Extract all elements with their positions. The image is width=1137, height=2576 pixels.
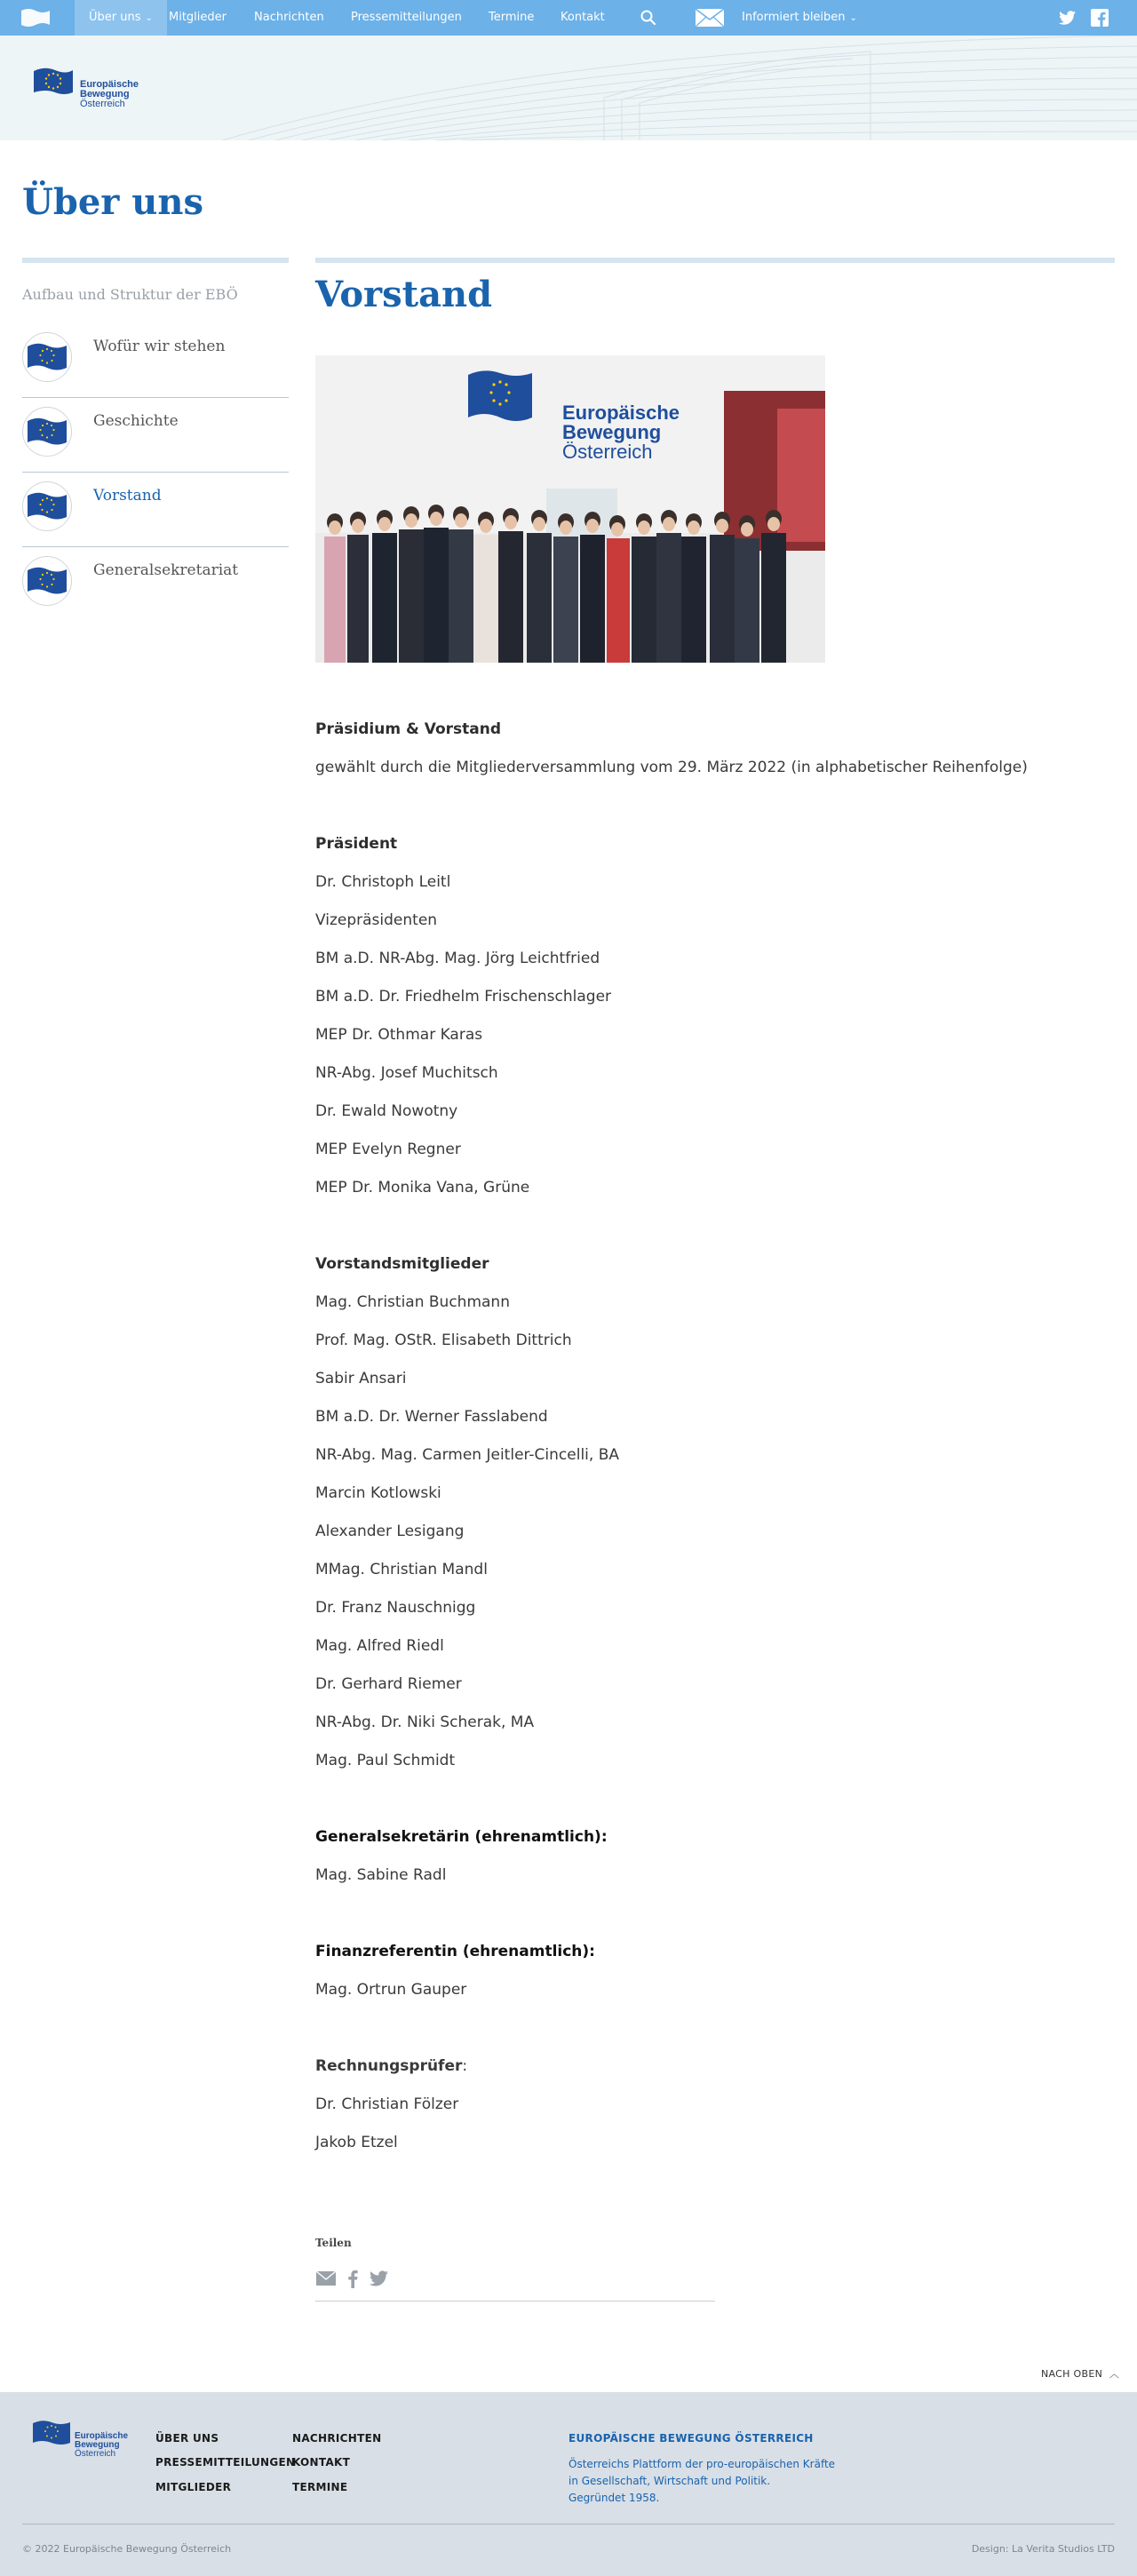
nav-item-termine[interactable]: Termine — [489, 11, 535, 24]
footer-description-line: in Gesellschaft, Wirtschaft und Politik. — [568, 2475, 771, 2487]
chevron-down-icon: ⌄ — [145, 13, 153, 23]
heading-finanzreferentin: Finanzreferentin (ehrenamtlich): — [315, 1943, 595, 1960]
sidebar-item-geschichte[interactable] — [22, 398, 289, 473]
twitter-icon — [1059, 10, 1077, 26]
logo-line: Bewegung — [80, 89, 130, 99]
chevron-up-icon: ︿ — [1109, 2368, 1120, 2380]
eu-flag-icon — [22, 332, 72, 382]
sidebar-item-generalsekretariat[interactable] — [22, 547, 289, 622]
board-member-name: Alexander Lesigang — [315, 1523, 465, 1540]
board-listing — [315, 720, 1115, 2172]
footer-description — [568, 2456, 835, 2507]
footer-logo-text[interactable] — [75, 2432, 128, 2459]
logo-line: Österreich — [80, 99, 125, 109]
footer-link-nachrichten[interactable]: NACHRICHTEN — [292, 2432, 382, 2445]
spacer — [315, 797, 1115, 835]
header-banner — [0, 36, 1137, 140]
top-navigation — [0, 0, 1137, 36]
vice-president-name: MEP Dr. Othmar Karas — [315, 1026, 483, 1044]
logo-line: Europäische — [80, 79, 139, 90]
chevron-down-icon: ⌄ — [849, 13, 857, 23]
logo-line: Österreich — [75, 2449, 116, 2459]
section-title: Vorstand — [315, 274, 493, 315]
heading-generalsekretaerin: Generalsekretärin (ehrenamtlich): — [315, 1828, 608, 1846]
board-member-name: MMag. Christian Mandl — [315, 1561, 488, 1578]
board-member-name: NR-Abg. Dr. Niki Scherak, MA — [315, 1713, 535, 1731]
auditor-name: Jakob Etzel — [315, 2134, 398, 2151]
main-divider — [315, 258, 1115, 263]
search-button[interactable] — [640, 0, 657, 36]
vice-president-name: MEP Evelyn Regner — [315, 1141, 461, 1158]
auditor-name: Dr. Christian Fölzer — [315, 2095, 459, 2113]
back-to-top-link[interactable] — [1041, 2366, 1119, 2381]
board-member-name: Mag. Christian Buchmann — [315, 1293, 510, 1311]
mail-icon[interactable] — [315, 2270, 337, 2286]
footer-description-line: Gegründet 1958. — [568, 2492, 660, 2504]
footer-link-termine[interactable]: TERMINE — [292, 2481, 348, 2493]
heading-vorstandsmitglieder: Vorstandsmitglieder — [315, 1255, 489, 1273]
intro-text: gewählt durch die Mitgliederversammlung vom 29. März 2022 (in alphabetischer Reihenfolge) — [315, 759, 1028, 776]
facebook-icon[interactable] — [347, 2269, 358, 2288]
site-footer — [0, 2392, 1137, 2576]
eu-flag-icon — [22, 556, 72, 606]
sidebar-item-label: Generalsekretariat — [93, 561, 239, 579]
sidebar-item-label: Vorstand — [93, 487, 162, 505]
board-member-name: NR-Abg. Mag. Carmen Jeitler-Cincelli, BA — [315, 1446, 620, 1464]
vice-president-name: Dr. Ewald Nowotny — [315, 1102, 458, 1120]
board-group-photo — [315, 355, 825, 663]
spacer — [315, 1790, 1115, 1828]
board-member-name: Prof. Mag. OStR. Elisabeth Dittrich — [315, 1332, 572, 1349]
share-divider — [315, 2301, 715, 2302]
photo-banner-line: Europäische — [562, 402, 680, 424]
share-label: Teilen — [315, 2237, 352, 2249]
footer-link-ueber-uns[interactable]: ÜBER UNS — [155, 2432, 219, 2445]
logo-line: Europäische — [75, 2431, 129, 2441]
twitter-link[interactable] — [1059, 0, 1077, 36]
photo-banner-line: Österreich — [562, 441, 653, 463]
logo-line: Bewegung — [75, 2440, 120, 2450]
photo-banner-text — [562, 403, 680, 462]
nav-item-nachrichten[interactable]: Nachrichten — [254, 11, 324, 24]
footer-link-kontakt[interactable]: KONTAKT — [292, 2456, 351, 2469]
eu-flag-icon — [22, 407, 72, 457]
board-member-name: Marcin Kotlowski — [315, 1484, 441, 1502]
vice-president-name: BM a.D. NR-Abg. Mag. Jörg Leichtfried — [315, 950, 600, 967]
sidebar-item-vorstand[interactable] — [22, 473, 289, 547]
footer-copyright: © 2022 Europäische Bewegung Österreich — [22, 2543, 232, 2555]
vice-president-name: BM a.D. Dr. Friedhelm Frischenschlager — [315, 988, 612, 1006]
board-member-name: Mag. Alfred Riedl — [315, 1637, 444, 1655]
nav-item-label: Über uns — [89, 11, 141, 24]
nav-item-kontakt[interactable]: Kontakt — [561, 11, 605, 24]
spacer — [315, 2019, 1115, 2057]
site-logo-text[interactable] — [80, 80, 139, 109]
sidebar-item-label: Wofür wir stehen — [93, 338, 226, 355]
page-title: Über uns — [22, 181, 203, 223]
board-member-name: Mag. Paul Schmidt — [315, 1752, 456, 1769]
newsletter-mail-button[interactable] — [695, 0, 725, 36]
newsletter-dropdown[interactable] — [742, 0, 857, 36]
heading-rechnungspruefer-label: Rechnungsprüfer — [315, 2057, 463, 2075]
board-member-name: BM a.D. Dr. Werner Fasslabend — [315, 1408, 548, 1426]
footer-logo-flag[interactable] — [32, 2419, 71, 2447]
back-to-top-label: NACH OBEN — [1041, 2368, 1103, 2380]
nav-item-pressemitteilungen[interactable]: Pressemitteilungen — [351, 11, 462, 24]
search-icon — [640, 9, 657, 27]
heading-praesident: Präsident — [315, 835, 398, 853]
sidebar-item-label: Geschichte — [93, 412, 179, 430]
newsletter-label: Informiert bleiben — [742, 11, 846, 24]
board-member-name: Sabir Ansari — [315, 1370, 407, 1387]
eu-flag-icon — [22, 481, 72, 531]
footer-link-mitglieder[interactable]: MITGLIEDER — [155, 2481, 232, 2493]
facebook-link[interactable] — [1091, 0, 1109, 36]
president-name: Dr. Christoph Leitl — [315, 873, 451, 891]
board-member-name: Dr. Franz Nauschnigg — [315, 1599, 476, 1617]
vice-president-name: NR-Abg. Josef Muchitsch — [315, 1064, 498, 1082]
finance-name: Mag. Ortrun Gauper — [315, 1981, 467, 1999]
secgen-name: Mag. Sabine Radl — [315, 1866, 447, 1884]
nav-item-mitglieder[interactable]: Mitglieder — [169, 11, 227, 24]
sidebar-divider — [22, 258, 289, 263]
footer-design-credit[interactable]: Design: La Verita Studios LTD — [971, 2543, 1115, 2555]
heading-colon: : — [462, 2057, 468, 2075]
vice-president-name: MEP Dr. Monika Vana, Grüne — [315, 1179, 530, 1197]
mail-icon — [695, 7, 725, 28]
share-buttons — [315, 2269, 390, 2288]
twitter-icon[interactable] — [369, 2270, 390, 2287]
spacer — [315, 1217, 1115, 1255]
vice-presidents-label: Vizepräsidenten — [315, 911, 438, 929]
sidebar-item-wofuer-wir-stehen[interactable] — [22, 323, 289, 398]
footer-link-pressemitteilungen[interactable]: PRESSEMITTEILUNGEN — [155, 2456, 296, 2469]
footer-description-line: Österreichs Plattform der pro-europäischen Kräfte — [568, 2458, 836, 2470]
facebook-icon — [1091, 9, 1109, 27]
decorative-arches — [0, 36, 1137, 140]
heading-praesidium: Präsidium & Vorstand — [315, 720, 502, 738]
home-flag-icon[interactable] — [20, 7, 52, 28]
sidebar-heading: Aufbau und Struktur der EBÖ — [22, 286, 238, 303]
footer-org-name: EUROPÄISCHE BEWEGUNG ÖSTERREICH — [568, 2432, 814, 2445]
heading-rechnungspruefer — [315, 2057, 1115, 2095]
board-member-name: Dr. Gerhard Riemer — [315, 1675, 462, 1693]
site-logo-flag[interactable] — [32, 66, 75, 98]
spacer — [315, 1904, 1115, 1943]
photo-banner-line: Bewegung — [562, 421, 662, 443]
nav-item-ueber-uns[interactable] — [75, 0, 167, 36]
